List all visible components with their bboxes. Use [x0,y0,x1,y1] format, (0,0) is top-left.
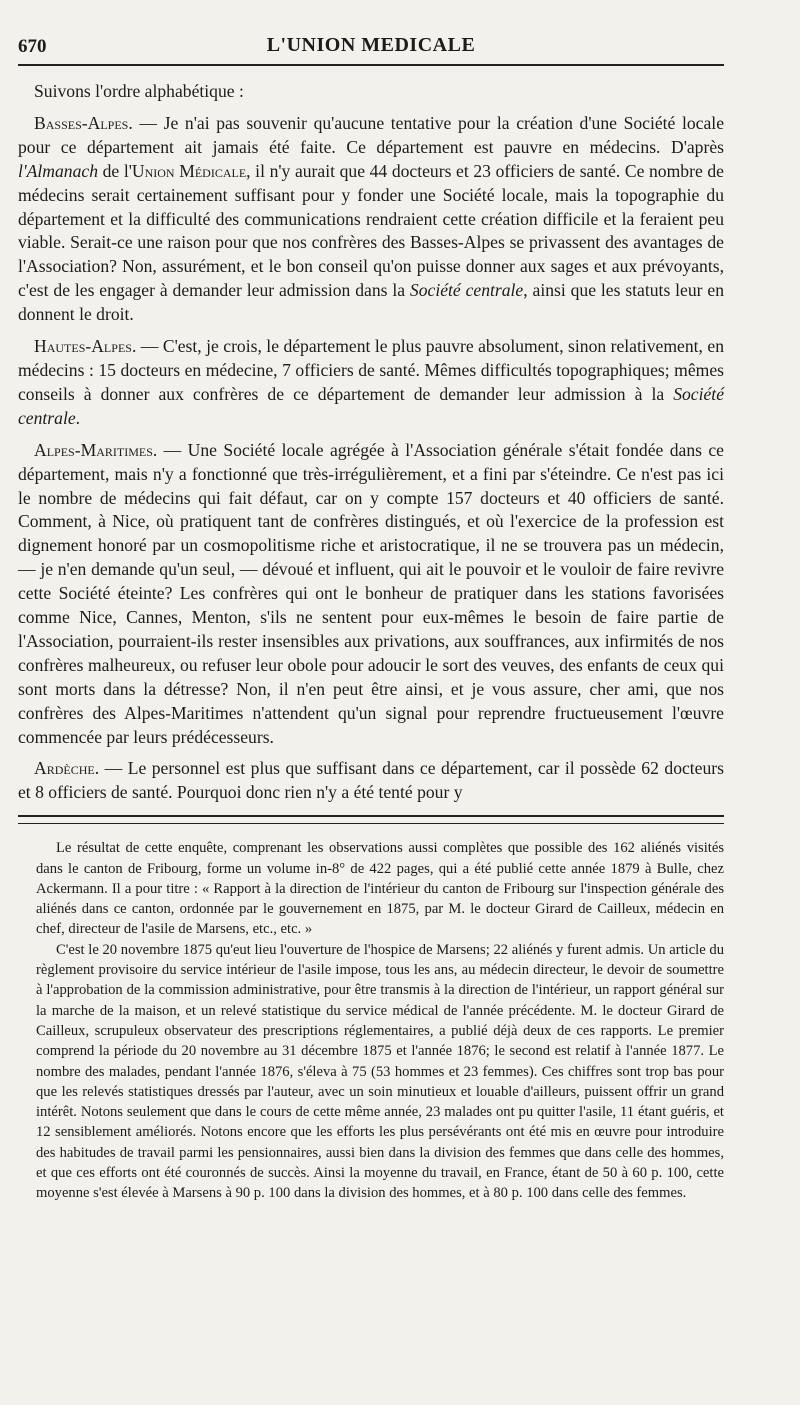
feuilleton-paragraph: Le résultat de cette enquête, comprenant les observations aussi complètes que possible des 162 aliénés visités dans le canton de Fribourg, forme un volume in-8° de 422 pages, qui a été publié cette année 1879 à Bulle, chez Ackermann. Il a pour titre : « Rapport à la direction de l'intérieur du canton de Fribourg sur l'inspection générale des aliénés dans ce canton, ordonnée par le gouvernement en 1875, par M. le docteur Girard de Cailleux, médecin en chef, directeur de l'asile de Marsens, etc., etc. » [36,840,724,938]
section-text: — Le personnel est plus que suffisant dans ce département, car il possède 62 docteurs et 8 officiers de santé. Pourquoi donc rien n'y a été tenté pour y [18,758,724,803]
intro-line: Suivons l'ordre alphabétique : [34,81,244,101]
section-basses-alpes [18,112,724,327]
section-text: — Je n'ai pas souvenir qu'aucune tentative pour la création d'une Société locale pour ce département ait jamais été faite. Ce département est pauvre en médecins. D'après [18,112,724,157]
section-text: , ainsi que les statuts leur en donnent le droit. [18,280,724,325]
section-text: — Une Société locale agrégée à l'Association générale s'était fondée dans ce département, mais n'y a fonctionné que très-irrégulièrement, et a fini par s'éteindre. Ce n'est pas ici le nombre de médecins qui fait défaut, car on y compte 157 docteurs et 40 officiers de santé. Comment, à Nice, où pratiquent tant de confrères distingués, et où l'exercice de la profession est dignement honoré par un cosmopolitisme riche et aristocratique, il ne se trouvera pas un médecin, — je n'en demande qu'un seul, — dévoué et influent, qui ait le pouvoir et le vouloir de faire revivre cette Société éteinte? Les confrères qui ont le bonheur de pratiquer dans les stations favorisées comme Nice, Cannes, Menton, s'ils ne sentent pour eux-mêmes le besoin de faire partie de l'Association, pourraient-ils rester insensibles aux privations, aux souffrances, aux infirmités de nos confrères malheureux, ou refuser leur obole pour adoucir le sort des veuves, des enfants de ceux qui sont morts dans la détresse? Non, il n'en peut être ainsi, et je vous assure, cher ami, que nos confrères des Alpes-Maritimes n'attendent qu'un signal pour reprendre fructueusement l'œuvre commencée par leurs prédécesseurs. [18,439,724,747]
page [18,30,724,1204]
feuilleton-paragraph: C'est le 20 novembre 1875 qu'eut lieu l'ouverture de l'hospice de Marsens; 22 aliénés y furent admis. Un article du règlement provisoire du service intérieur de l'asile impose, tous les ans, au médecin directeur, le devoir de soumettre à l'approbation de la commission administrative, pour être transmis à la direction de l'intérieur, un rapport général sur la marche de la maison, et un relevé statistique du service médical de l'année précédente. M. le docteur Girard de Cailleux, scrupuleux observateur des prescriptions réglementaires, a publié déjà deux de ces rapports. Le premier comprend la période du 20 novembre au 31 décembre 1875 et l'année 1876; le second est relatif à l'année 1877. Le nombre des malades, pendant l'année 1876, s'éleva à 75 (53 hommes et 23 femmes). Ces chiffres sont trop bas pour que les relevés statistiques dressés par l'auteur, avec un soin minutieux et louable d'ailleurs, puissent offrir un grand intérêt. Notons seulement que dans le cours de cette même année, 23 malades ont pu quitter l'asile, 11 étant guéris, et 12 sensiblement améliorés. Notons encore que les efforts les plus persévérants ont été mis en œuvre pour introduire des habitudes de travail parmi les pensionnaires, aussi bien dans la division des femmes que dans celle des hommes, et que ces efforts ont été couronnés de succès. Ainsi la moyenne du travail, en France, étant de 50 à 60 p. 100, cette moyenne s'est élevée à Marsens à 90 p. 100 dans la division des hommes, et à 80 p. 100 dans celle des femmes. [36,941,724,1202]
italic-text: Société centrale [409,280,524,301]
section-alpes-maritimes [18,439,724,750]
page-header [18,30,724,66]
section-ardeche [18,757,724,805]
section-heading: Ardèche. [34,758,100,779]
article-body [18,80,724,805]
section-heading: Alpes-Maritimes. [34,439,158,460]
section-heading: Hautes-Alpes. [34,336,137,357]
section-hautes-alpes [18,335,724,431]
running-title: L'UNION MEDICALE [266,34,476,56]
feuilleton-divider [18,815,724,824]
journal-name: Union Médicale [131,160,247,181]
feuilleton [18,838,724,1203]
section-text: de l' [98,160,132,181]
italic-text: Société centrale [18,383,724,428]
section-heading: Basses-Alpes. [34,112,133,133]
section-text: , il n'y aurait que 44 docteurs et 23 officiers de santé. Ce nombre de médecins serait certainement suffisant pour y fonder une Société locale, mais la topographie du département et la difficulté des communications rendraient cette création difficile et la feraient peu viable. Serait-ce une raison pour que nos confrères des Basses-Alpes se privassent des avantages de l'Association? Non, assurément, et le bon conseil qu'on puisse donner aux sages et aux prévoyants, c'est de les engager à demander leur admission dans la [18,160,724,301]
italic-text: l'Almanach [18,160,98,181]
section-text: — C'est, je crois, le département le plus pauvre absolument, sinon relativement, en médecins : 15 docteurs en médecine, 7 officiers de santé. Mêmes difficultés topographiques; mêmes conseils à donner aux confrères de ce département de demander leur admission à la [18,336,724,404]
section-text: . [75,407,81,428]
page-number: 670 [18,36,47,57]
